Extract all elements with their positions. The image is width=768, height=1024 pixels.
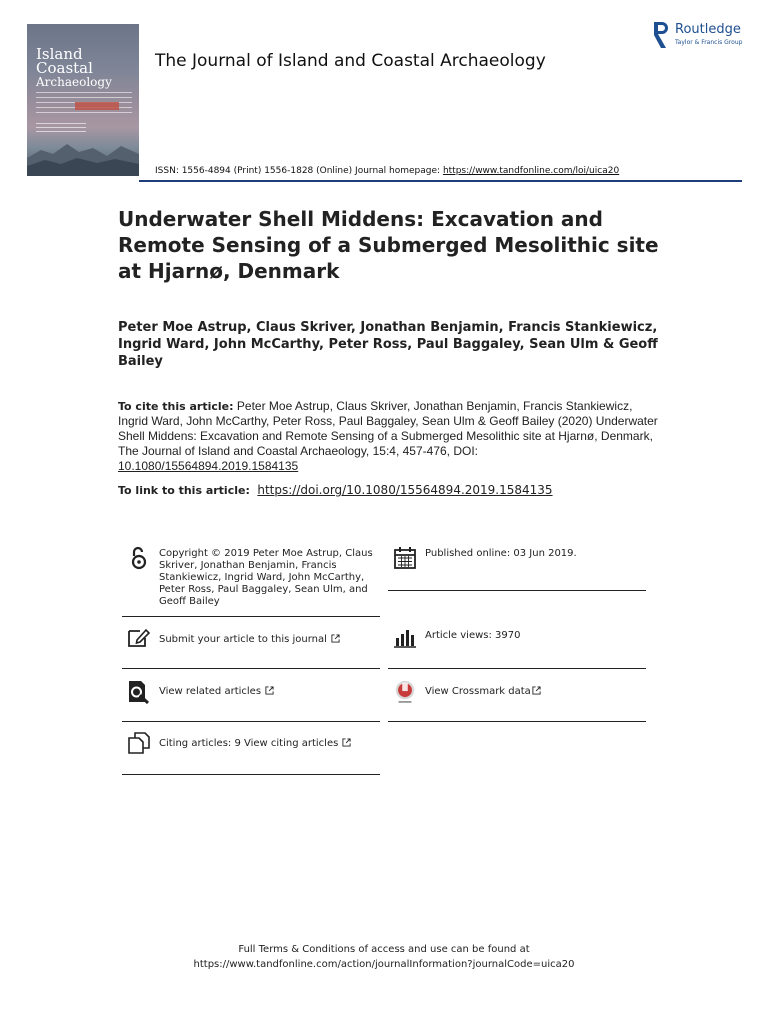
crossmark-text: View Crossmark data [425,686,531,697]
routledge-logo [652,20,752,52]
related-articles-link[interactable] [122,680,380,710]
citing-articles-link[interactable] [122,731,380,761]
terms-text: Full Terms & Conditions of access and use can be found at [238,944,530,955]
terms-footer [0,942,768,972]
cover-title-line-1: Island [36,45,83,63]
cover-title [36,47,136,89]
divider [122,668,380,669]
journal-cover [27,24,139,176]
calendar-icon [393,546,417,570]
search-document-icon [127,680,151,704]
external-link-icon [265,686,274,695]
related-articles-text: View related articles [159,686,262,697]
article-authors: Peter Moe Astrup, Claus Skriver, Jonathan Benjamin, Francis Stankiewicz, Ingrid Ward, John McCarthy, Peter Ross, Paul Baggaley, Sean Ulm & Geoff Bailey [118,320,658,369]
publisher-group: Taylor & Francis Group [675,39,743,46]
divider [122,616,380,617]
submit-article-link[interactable] [122,626,380,656]
divider [388,590,646,591]
article-title: Underwater Shell Middens: Excavation and Remote Sensing of a Submerged Mesolithic site at Hjarnø, Denmark [118,207,659,283]
submit-article-label[interactable] [159,634,374,646]
issn-text: ISSN: 1556-4894 (Print) 1556-1828 (Online) Journal homepage: [155,166,441,176]
citation-doi-link[interactable]: 10.1080/15564894.2019.1584135 [118,459,299,473]
divider [122,721,380,722]
cover-title-line-3: Archaeology [36,75,112,89]
published-online [388,546,646,586]
divider [122,774,380,775]
article-views-text: Article views: 3970 [425,630,521,641]
journal-homepage-link[interactable]: https://www.tandfonline.com/loi/uica20 [442,166,620,176]
citation-text: Peter Moe Astrup, Claus Skriver, Jonathan Benjamin, Francis Stankiewicz, Ingrid Ward, John McCarthy, Peter Ross, Paul Baggaley, Sean Ulm & Geoff Bailey (2020) Underwater Shell Middens: Excavation and Remote Sensing of a Submerged Mesolithic site at Hjarnø, Denmark, The Journal of Island and Coastal Archaeology, 15:4, 457-476, DOI: [118,399,658,458]
crossmark-label[interactable] [425,686,640,698]
bar-chart-icon [393,626,417,650]
publisher-name: Routledge [675,22,741,37]
issn-line [155,166,619,176]
crossmark-link[interactable] [388,680,646,710]
open-access-icon [127,546,151,570]
open-access-copyright [122,546,380,616]
header-divider [139,180,742,182]
submit-article-text: Submit your article to this journal [159,634,327,645]
divider [388,668,646,669]
routledge-r-icon [652,20,670,50]
crossmark-icon [393,680,417,704]
terms-url-link[interactable]: https://www.tandfonline.com/action/journalInformation?journalCode=uica20 [193,959,575,970]
external-link-icon [342,738,351,747]
edit-icon [127,626,151,650]
article-link-line [118,483,678,497]
citing-articles-text: Citing articles: 9 View citing articles [159,738,339,749]
article-doi-link[interactable]: https://doi.org/10.1080/15564894.2019.1584135 [257,483,553,497]
citation-block [118,399,658,474]
cover-title-line-2: Coastal [36,59,93,77]
citation-label: To cite this article: [118,400,234,413]
cover-mountains [27,128,139,176]
citing-documents-icon [127,731,151,755]
journal-title[interactable]: The Journal of Island and Coastal Archaeology [155,51,546,71]
external-link-icon [532,686,541,695]
citing-articles-label[interactable] [159,738,374,750]
copyright-text: Copyright © 2019 Peter Moe Astrup, Claus Skriver, Jonathan Benjamin, Francis Stankiewicz, Ingrid Ward, John McCarthy, Peter Ross, Paul Baggaley, Sean Ulm, and Geoff Bailey [159,548,373,607]
cover-volume-band [75,102,119,110]
link-label: To link to this article: [118,484,250,497]
published-date-text: Published online: 03 Jun 2019. [425,548,577,559]
external-link-icon [331,634,340,643]
article-views [388,626,646,656]
divider [388,721,646,722]
related-articles-label[interactable] [159,686,374,698]
